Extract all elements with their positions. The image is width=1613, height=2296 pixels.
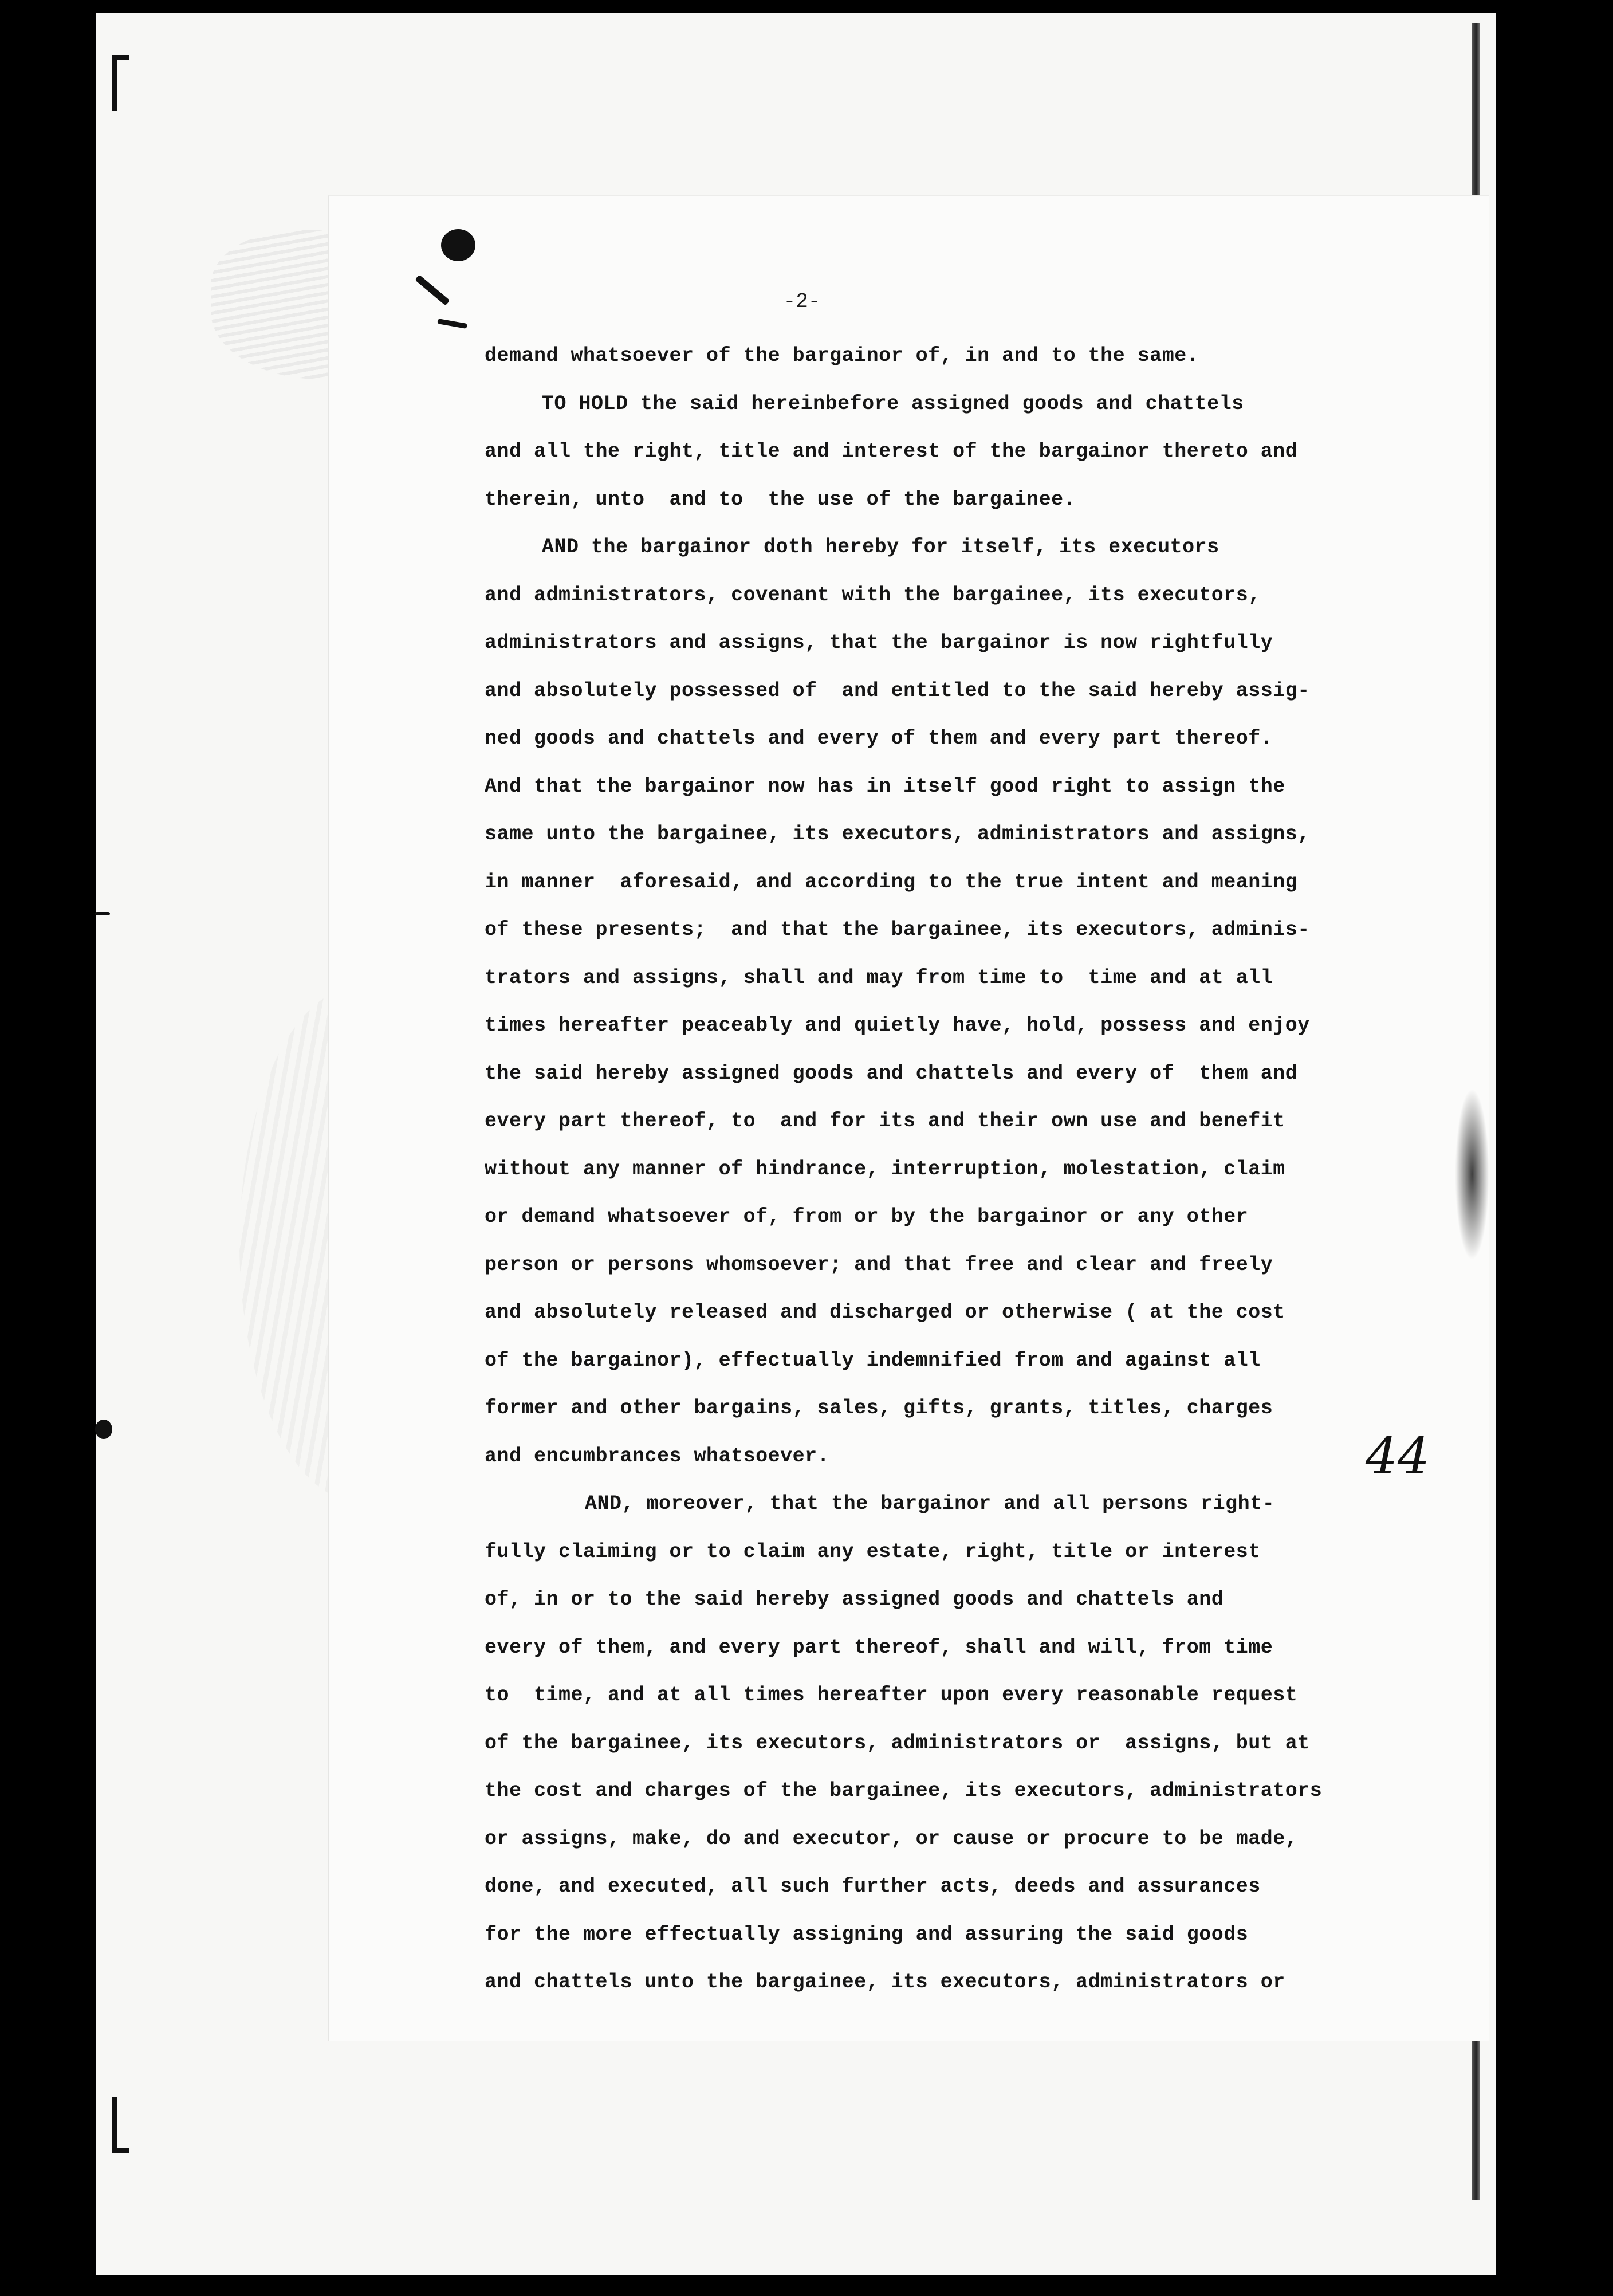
ink-blot — [441, 229, 475, 261]
text-line: AND the bargainor doth hereby for itself, its executors — [542, 536, 1219, 559]
text-line: of the bargainee, its executors, administrators or assigns, but at — [485, 1731, 1310, 1755]
page-number: -2- — [783, 290, 821, 313]
text-line: every of them, and every part thereof, shall and will, from time — [485, 1635, 1273, 1659]
text-line: every part thereof, to and for its and their own use and benefit — [485, 1110, 1285, 1133]
text-line: of the bargainor), effectually indemnified from and against all — [485, 1348, 1261, 1372]
text-line: the said hereby assigned goods and chattels and every of them and — [485, 1061, 1298, 1085]
text-line: therein, unto and to the use of the bargainee. — [485, 487, 1076, 511]
text-line: to time, and at all times hereafter upon every reasonable request — [485, 1684, 1298, 1707]
text-line: and all the right, title and interest of the bargainor thereto and — [485, 440, 1298, 463]
text-line: of these presents; and that the bargainee, its executors, adminis- — [485, 918, 1310, 941]
text-line: person or persons whomsoever; and that free and clear and freely — [485, 1253, 1273, 1276]
text-line: and absolutely possessed of and entitled to the said hereby assig- — [485, 679, 1310, 702]
text-line: former and other bargains, sales, gifts, grants, titles, charges — [485, 1397, 1273, 1420]
text-line: in manner aforesaid, and according to the true intent and meaning — [485, 870, 1298, 894]
text-line: ned goods and chattels and every of them and every part thereof. — [485, 727, 1273, 750]
text-line: and administrators, covenant with the bargainee, its executors, — [485, 583, 1261, 607]
text-line: TO HOLD the said hereinbefore assigned goods and chattels — [542, 392, 1244, 415]
crop-mark-bottom-left — [112, 2097, 129, 2153]
text-line: administrators and assigns, that the bargainor is now rightfully — [485, 631, 1273, 654]
text-line: AND, moreover, that the bargainor and all persons right- — [585, 1492, 1275, 1515]
text-line: fully claiming or to claim any estate, right, title or interest — [485, 1540, 1261, 1563]
document-body — [485, 332, 1481, 2007]
text-line: of, in or to the said hereby assigned goods and chattels and — [485, 1588, 1224, 1611]
ink-stroke — [95, 912, 110, 915]
text-line: trators and assigns, shall and may from time to time and at all — [485, 966, 1273, 989]
text-line: demand whatsoever of the bargainor of, in and to the same. — [485, 344, 1199, 367]
text-line: or demand whatsoever of, from or by the bargainor or any other — [485, 1205, 1249, 1228]
text-line: And that the bargainor now has in itself good right to assign the — [485, 774, 1285, 798]
crop-mark-top-left — [112, 55, 129, 111]
text-line: same unto the bargainee, its executors, administrators and assigns, — [485, 823, 1310, 846]
text-line: and chattels unto the bargainee, its executors, administrators or — [485, 1971, 1285, 1994]
handwritten-page-mark: 44 — [1366, 1426, 1430, 1485]
text-line: times hereafter peaceably and quietly have, hold, possess and enjoy — [485, 1014, 1310, 1037]
text-line: without any manner of hindrance, interruption, molestation, claim — [485, 1157, 1285, 1181]
text-line: or assigns, make, do and executor, or cause or procure to be made, — [485, 1827, 1298, 1850]
text-line: the cost and charges of the bargainee, its executors, administrators — [485, 1779, 1323, 1802]
text-line: and absolutely released and discharged or otherwise ( at the cost — [485, 1301, 1285, 1324]
punch-hole — [95, 1420, 112, 1439]
text-line: for the more effectually assigning and assuring the said goods — [485, 1922, 1249, 1946]
text-line: and encumbrances whatsoever. — [485, 1444, 830, 1468]
text-line: done, and executed, all such further acts, deeds and assurances — [485, 1875, 1261, 1898]
